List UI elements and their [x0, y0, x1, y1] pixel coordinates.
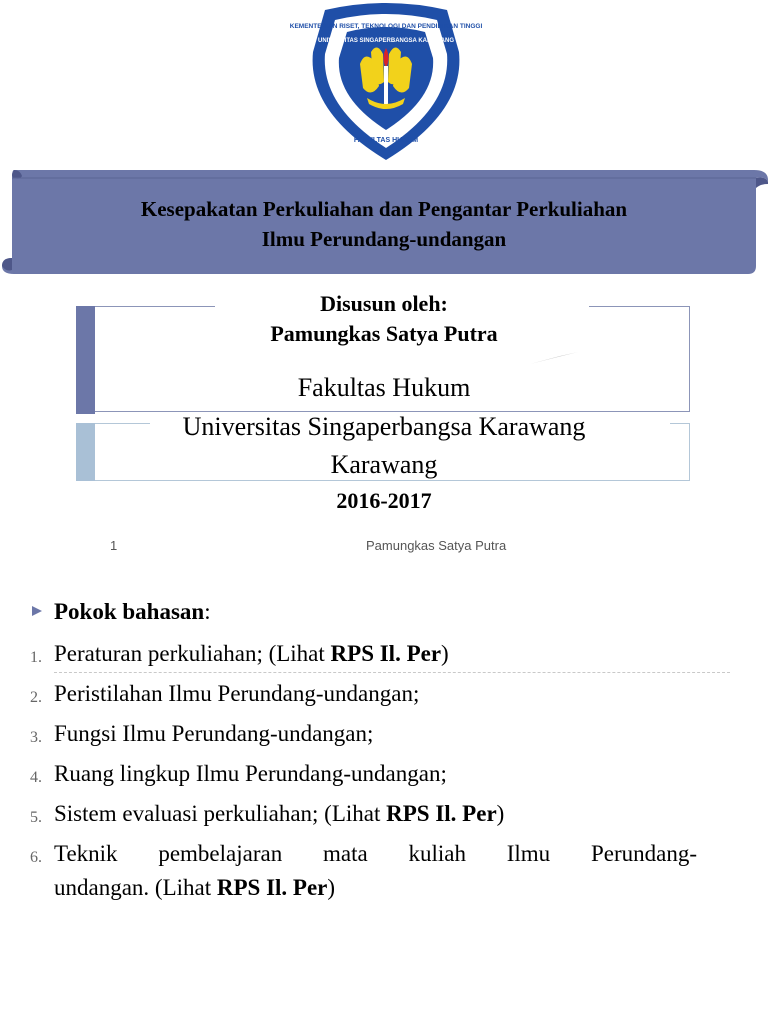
logo-arc-text-mid: UNIVERSITAS SINGAPERBANGSA KARAWANG: [317, 38, 455, 44]
list-item-number: 2.: [30, 689, 42, 706]
author-label: Disusun oleh:: [320, 291, 448, 316]
list-item-number: 1.: [30, 649, 42, 666]
title-line-2: Ilmu Perundang-undangan: [261, 227, 507, 251]
academic-year: 2016-2017: [336, 488, 432, 513]
triangle-bullet-icon: [32, 606, 42, 616]
rps-reference: RPS Il. Per: [386, 801, 497, 826]
topic-heading-label: Pokok bahasan: [54, 599, 205, 624]
list-item-number: 4.: [30, 769, 42, 786]
rps-reference: RPS Il. Per: [216, 875, 328, 900]
decorative-wedge: [530, 352, 580, 366]
title-line-1: Kesepakatan Perkuliahan dan Pengantar Perkuliahan: [140, 197, 628, 221]
divider: [54, 672, 730, 673]
logo-arc-text-top: KEMENTERIAN RISET, TEKNOLOGI DAN PENDIDIKAN TINGGI: [289, 23, 483, 30]
slide-footer-author: Pamungkas Satya Putra: [366, 538, 507, 553]
university-logo: [289, 2, 483, 165]
slide-page-number: 1: [110, 538, 118, 553]
list-item-line-1: Teknik pembelajaran mata kuliah Ilmu Perundang-: [54, 841, 697, 866]
author-name: Pamungkas Satya Putra: [270, 321, 498, 346]
logo-arc-text-bottom: FAKULTAS HUKUM: [353, 137, 419, 144]
presentation-title: [40, 194, 728, 254]
topic-heading: [54, 596, 211, 628]
list-item-number: 5.: [30, 809, 42, 826]
faculty-name: Fakultas Hukum: [297, 373, 471, 402]
rps-reference: RPS Il. Per: [330, 641, 442, 666]
topic-heading-colon: :: [204, 599, 211, 624]
city-name: Karawang: [330, 450, 438, 479]
list-item-number: 3.: [30, 729, 42, 746]
list-item-number: 6.: [30, 849, 42, 866]
university-name: Universitas Singaperbangsa Karawang: [182, 412, 586, 441]
